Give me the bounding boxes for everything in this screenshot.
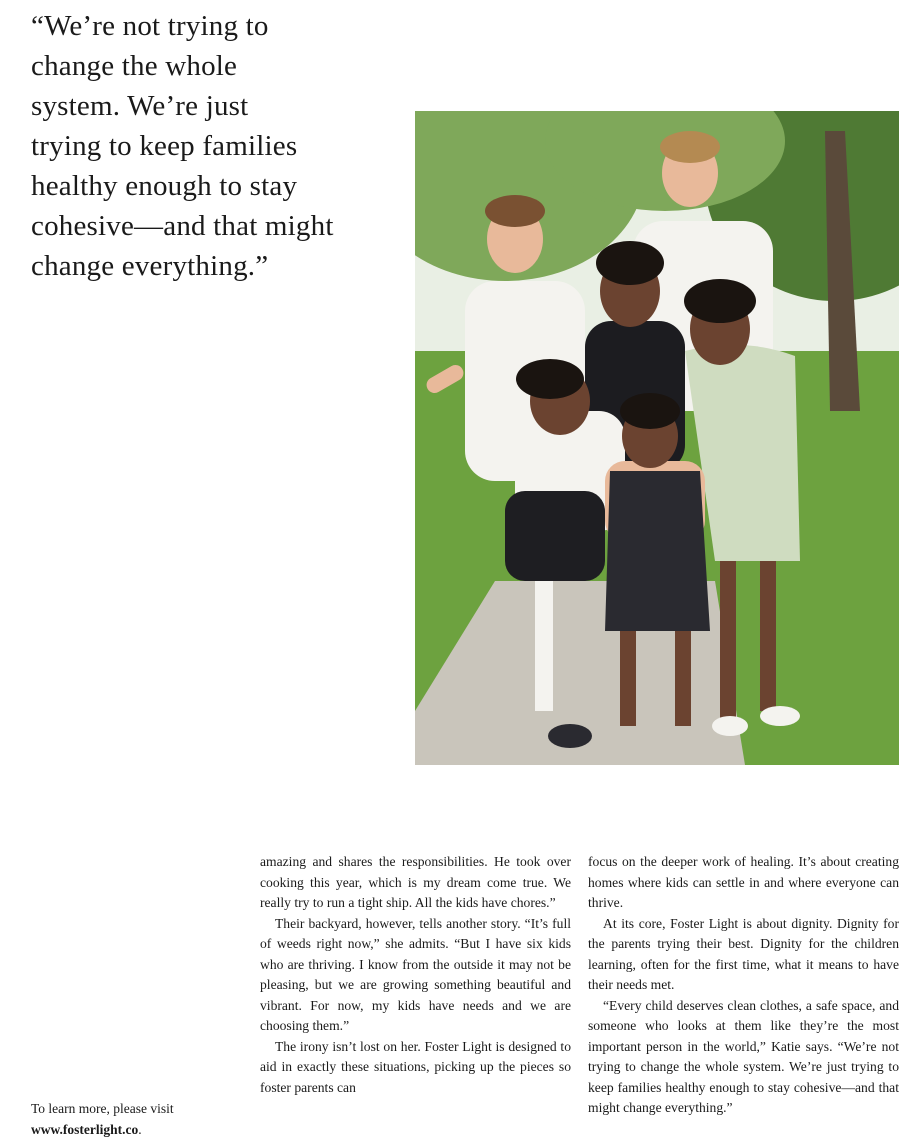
photo-boy-hair — [660, 131, 720, 163]
photo-girl-hair — [596, 241, 664, 285]
learn-more-note — [31, 1098, 241, 1140]
pull-quote-line: trying to keep families — [31, 130, 298, 162]
article-column-1 — [260, 852, 571, 1098]
article-paragraph: amazing and shares the responsibilities. He took over cooking this year, which is my dream come true. We really try to run a tight ship. All the kids have chores.” — [260, 854, 571, 910]
website-link[interactable]: www.fosterlight.co — [31, 1122, 139, 1137]
photo-shoe — [548, 724, 592, 748]
photo-girl-hair — [516, 359, 584, 399]
pull-quote-line: “We’re not trying to — [31, 10, 269, 42]
pull-quote-line: change the whole — [31, 50, 238, 82]
photo-girl-leg — [620, 631, 636, 726]
photo-shoe — [760, 706, 800, 726]
photo-shoe — [712, 716, 748, 736]
photo-girl-leg — [760, 561, 776, 711]
photo-girl-hair — [620, 393, 680, 429]
pull-quote-line: cohesive—and that might — [31, 210, 334, 242]
pull-quote-line: change everything.” — [31, 250, 269, 282]
article-paragraph: Their backyard, however, tells another story. “It’s full of weeds right now,” she admits. “But I have six kids who are thriving. I know from the outside it may not be pleasing, but we are growing something beautiful and vibrant. For now, my kids have needs and we are choosing them.” — [260, 915, 571, 1033]
pull-quote-line: healthy enough to stay — [31, 170, 298, 202]
article-paragraph: focus on the deeper work of healing. It’s about creating homes where kids can settle in and where everyone can thrive. — [588, 854, 899, 910]
photo-boy-hair — [485, 195, 545, 227]
article-paragraph: At its core, Foster Light is about dignity. Dignity for the parents trying their best. Dignity for the children learning, often for the first time, what it means to have their needs met. — [588, 915, 899, 992]
learn-more-lead: To learn more, please visit — [31, 1101, 174, 1116]
website-link-suffix: . — [138, 1122, 142, 1137]
photo-girl-leg — [535, 581, 553, 711]
family-photo — [415, 111, 899, 765]
pull-quote — [31, 6, 391, 286]
photo-girl-hair — [684, 279, 756, 323]
photo-girl-overalls — [605, 471, 710, 631]
article-column-2 — [588, 852, 899, 1119]
family-photo-illustration — [415, 111, 899, 765]
article-paragraph: “Every child deserves clean clothes, a safe space, and someone who looks at them like they’re the most important person in the world,” Katie says. “We’re not trying to change the whole system. We’re just trying to keep families healthy enough to stay cohesive—and that might change everything.” — [588, 997, 899, 1115]
photo-girl-skirt — [505, 491, 605, 581]
photo-girl-leg — [720, 561, 736, 721]
article-paragraph: The irony isn’t lost on her. Foster Light is designed to aid in exactly these situations, picking up the pieces so foster parents can — [260, 1038, 571, 1095]
pull-quote-line: system. We’re just — [31, 90, 249, 122]
photo-girl-leg — [675, 631, 691, 726]
